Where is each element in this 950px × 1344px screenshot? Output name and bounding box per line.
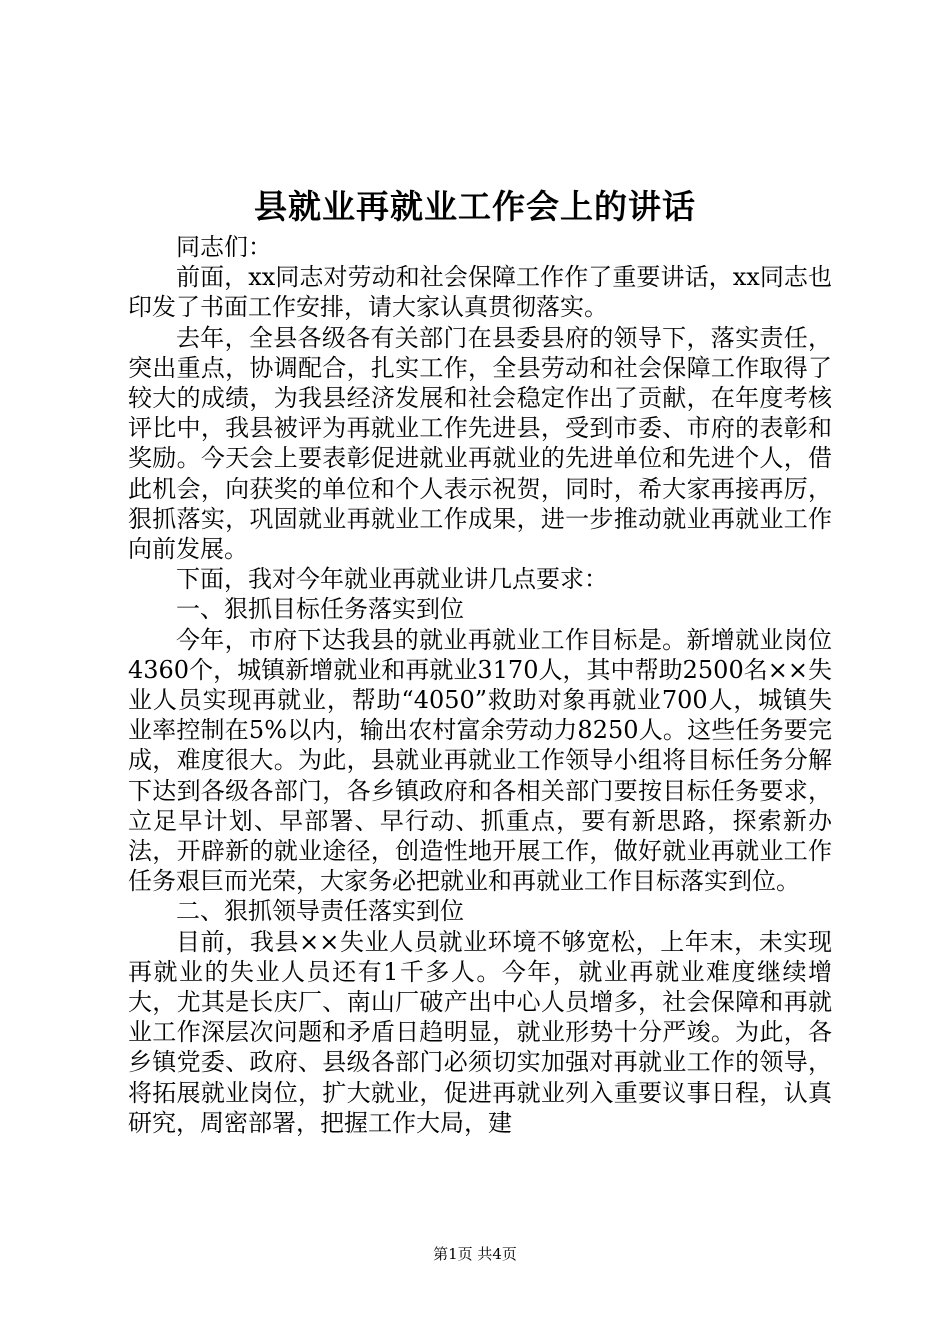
paragraph-last-year-review: 去年，全县各级各有关部门在县委县府的领导下，落实责任，突出重点，协调配合，扎实工作，全县劳动和社会保障工作取得了较大的成绩，为我县经济发展和社会稳定作出了贡献，在年度考核评比中，我县被评为再就业工作先进县，受到市委、市府的表彰和奖励。今天会上要表彰促进就业再就业的先进单位和先进个人，借此机会，向获奖的单位和个人表示祝贺，同时，希大家再接再厉，狠抓落实，巩固就业再就业工作成果，进一步推动就业再就业工作向前发展。 bbox=[128, 323, 832, 564]
paragraph-requirements-intro: 下面，我对今年就业再就业讲几点要求： bbox=[176, 565, 608, 594]
paragraph-leadership: 目前，我县××失业人员就业环境不够宽松，上年末，未实现再就业的失业人员还有1千多人。今年，就业再就业难度继续增大，尤其是长庆厂、南山厂破产出中心人员增多，社会保障和再就业工作深层次问题和矛盾日趋明显，就业形势十分严竣。为此，各乡镇党委、政府、县级各部门必须切实加强对再就业工作的领导，将拓展就业岗位，扩大就业，促进再就业列入重要议事日程，认真研究，周密部署，把握工作大局，建 bbox=[128, 927, 832, 1137]
paragraph-targets: 今年，市府下达我县的就业再就业工作目标是。新增就业岗位4360个，城镇新增就业和再就业3170人，其中帮助2500名××失业人员实现再就业，帮助“4050”救助对象再就业700人，城镇失业率控制在5%以内，输出农村富余劳动力8250人。这些任务要完成，难度很大。为此，县就业再就业工作领导小组将目标任务分解下达到各级各部门，各乡镇政府和各相关部门要按目标任务要求，立足早计划、早部署、早行动、抓重点，要有新思路，探索新办法，开辟新的就业途径，创造性地开展工作，做好就业再就业工作任务艰巨而光荣，大家务必把就业和再就业工作目标落实到位。 bbox=[128, 625, 832, 896]
document-body bbox=[128, 232, 832, 1138]
section-heading-1: 一、狠抓目标任务落实到位 bbox=[176, 595, 464, 624]
page-number-footer: 第1页 共4页 bbox=[433, 1245, 517, 1263]
section-heading-2: 二、狠抓领导责任落实到位 bbox=[176, 897, 464, 926]
paragraph-salutation: 同志们： bbox=[176, 233, 272, 261]
document-title: 县就业再就业工作会上的讲话 bbox=[254, 187, 696, 226]
paragraph-intro: 前面，xx同志对劳动和社会保障工作作了重要讲话，xx同志也印发了书面工作安排，请大家认真贯彻落实。 bbox=[128, 263, 832, 322]
